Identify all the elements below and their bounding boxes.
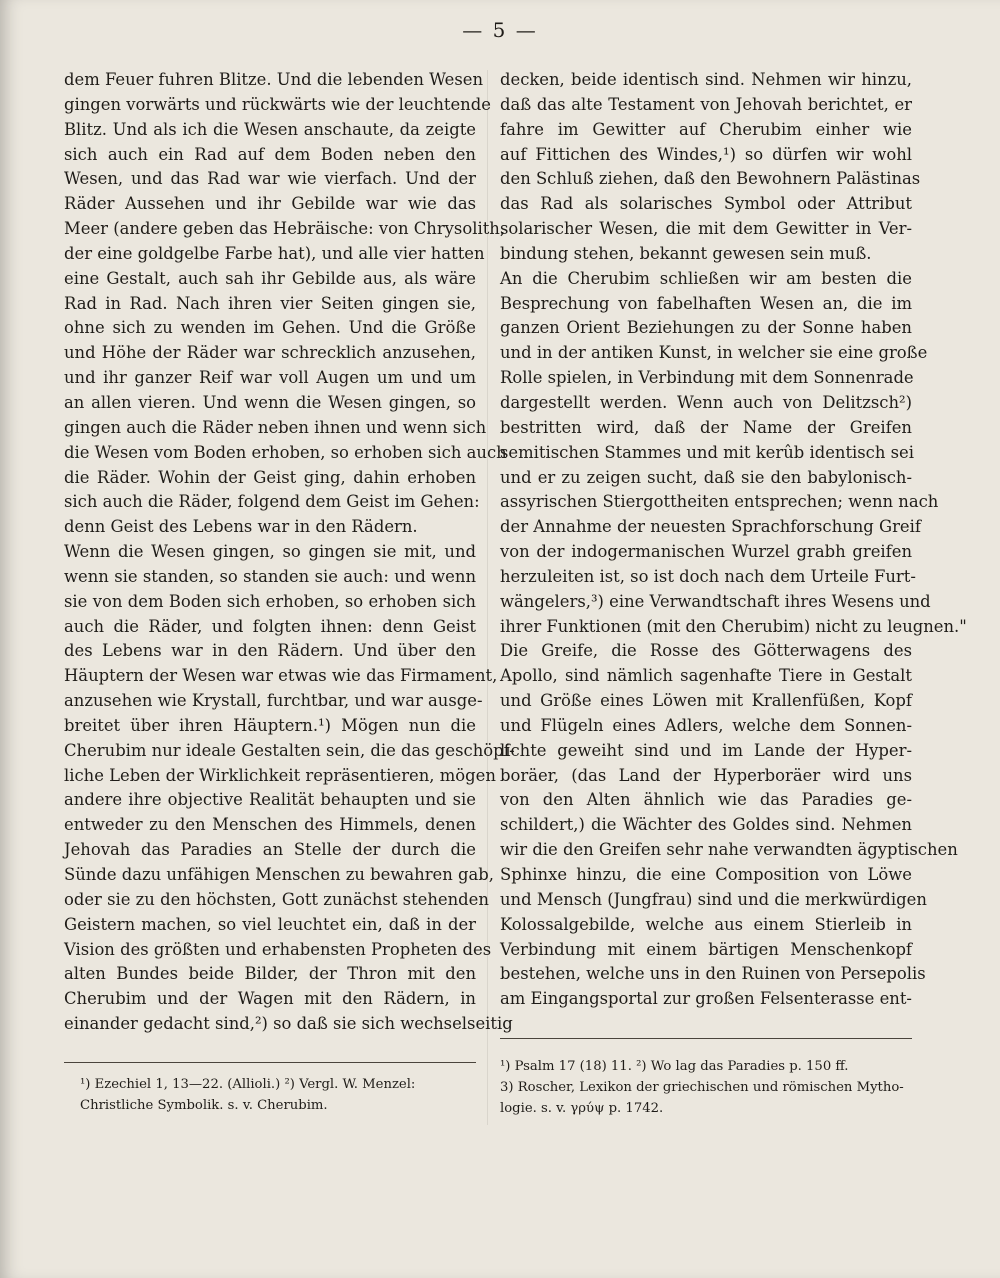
text-line: Apollo, sind nämlich sagenhafte Tiere in Gestalt [500,666,912,686]
text-line: oder sie zu den höchsten, Gott zunächst stehenden [64,889,489,909]
footnote-line: Christliche Symbolik. s. v. Cherubim. [80,1098,328,1113]
text-line: alten Bundes beide Bilder, der Thron mit den [64,964,476,984]
text-line: sie von dem Boden sich erhoben, so erhoben sich [64,591,476,611]
text-line: semitischen Stammes und mit kerûb identisch sei [500,442,914,462]
right-footnote-rule [500,1038,912,1039]
text-line: Meer (andere geben das Hebräische: von Chrysolith, [64,219,506,239]
text-line: lichte geweiht sind und im Lande der Hyper- [500,740,912,760]
footnote-line: ¹) Psalm 17 (18) 11. ²) Wo lag das Paradies p. 150 ff. [500,1059,849,1074]
text-line: Rolle spielen, in Verbindung mit dem Sonnenrade [500,368,914,388]
text-line: schildert,) die Wächter des Goldes sind. Nehmen [500,815,912,835]
text-line: dem Feuer fuhren Blitze. Und die lebenden Wesen [64,70,484,89]
text-line: den Schluß ziehen, daß den Bewohnern Palästinas [500,169,921,189]
text-line: auf Fittichen des Windes,¹) so dürfen wir wohl [500,144,912,164]
text-line: Besprechung von fabelhaften Wesen an, die im [500,293,912,313]
text-line: von den Alten ähnlich wie das Paradies ge- [500,790,912,810]
text-line: Wesen, und das Rad war wie vierfach. Und der [64,169,476,189]
text-line: Die Greife, die Rosse des Götterwagens des [500,641,912,661]
text-line: und Höhe der Räder war schrecklich anzusehen, [64,343,476,363]
text-line: wir die den Greifen sehr nahe verwandten ägyptischen [500,840,958,860]
text-line: solarischer Wesen, die mit dem Gewitter in Ver- [500,219,912,239]
text-line: des Lebens war in den Rädern. Und über den [64,641,476,661]
text-line: ihrer Funktionen (mit den Cherubim) nicht zu leugnen." [500,616,967,636]
text-line: An die Cherubim schließen wir am besten die [500,268,912,288]
text-line: assyrischen Stiergottheiten entsprechen; wenn nach [500,492,939,512]
text-line: das Rad als solarisches Symbol oder Attribut [500,194,912,214]
text-line: Räder Aussehen und ihr Gebilde war wie das [64,194,476,214]
text-line: Rad in Rad. Nach ihren vier Seiten gingen sie, [64,293,476,313]
text-line: Wenn die Wesen gingen, so gingen sie mit, und [64,542,476,562]
text-line: boräer, (das Land der Hyperboräer wird uns [500,765,912,785]
right-text-column [500,68,967,1012]
right-footnotes [500,1056,912,1119]
text-line: herzuleiten ist, so ist doch nach dem Urteile Furt- [500,566,916,586]
text-line: fahre im Gewitter auf Cherubim einher wie [500,119,912,139]
text-line: und in der antiken Kunst, in welcher sie eine große [500,343,928,363]
text-line: gingen auch die Räder neben ihnen und wenn sich [64,417,487,437]
footnote-line: logie. s. v. γρύψ p. 1742. [500,1101,664,1116]
text-line: der eine goldgelbe Farbe hat), und alle vier hatten [64,243,485,263]
text-line: gingen vorwärts und rückwärts wie der leuchtende [64,94,491,114]
text-line: liche Leben der Wirklichkeit repräsentieren, mögen [64,765,496,785]
text-line: denn Geist des Lebens war in den Rädern. [64,517,418,537]
text-line: anzusehen wie Krystall, furchtbar, und war ausge- [64,691,483,711]
text-line: Cherubim und der Wagen mit den Rädern, in [64,989,476,1009]
text-line: Häuptern der Wesen war etwas wie das Firmament, [64,666,498,686]
text-line: ganzen Orient Beziehungen zu der Sonne haben [500,318,912,338]
text-line: an allen vieren. Und wenn die Wesen gingen, so [64,392,476,412]
text-line: andere ihre objective Realität behaupten und sie [64,790,476,810]
text-line: und er zu zeigen sucht, daß sie den babylonisch- [500,467,912,487]
text-line: und Mensch (Jungfrau) sind und die merkwürdigen [500,889,927,909]
text-line: Sphinxe hinzu, die eine Composition von Löwe [500,865,912,884]
page-number: — 5 — [462,18,538,42]
text-line: sich auch ein Rad auf dem Boden neben den [64,144,476,164]
text-line: die Wesen vom Boden erhoben, so erhoben sich auch [64,442,507,462]
text-line: dargestellt werden. Wenn auch von Delitzsch²) [500,392,912,412]
text-line: Vision des größten und erhabensten Propheten des [64,939,492,959]
text-line: Blitz. Und als ich die Wesen anschaute, da zeigte [64,119,476,139]
text-line: und Flügeln eines Adlers, welche dem Sonnen- [500,715,912,735]
text-line: wenn sie standen, so standen sie auch: und wenn [64,566,476,586]
text-line: Sünde dazu unfähigen Menschen zu bewahren gab, [64,865,494,884]
footnote-line: 3) Roscher, Lexikon der griechischen und römischen Mytho- [500,1080,904,1095]
text-line: bindung stehen, bekannt gewesen sein muß. [500,243,872,263]
text-line: Cherubim nur ideale Gestalten sein, die das geschöpf- [64,740,515,760]
text-line: von der indogermanischen Wurzel grabh greifen [500,542,912,562]
text-line: wängelers,³) eine Verwandtschaft ihres Wesens und [500,591,931,611]
text-line: Kolossalgebilde, welche aus einem Stierleib in [500,914,912,934]
footnote-line: ¹) Ezechiel 1, 13—22. (Allioli.) ²) Vergl. W. Menzel: [80,1077,416,1092]
text-line: einander gedacht sind,²) so daß sie sich wechselseitig [64,1014,513,1034]
text-line: Jehovah das Paradies an Stelle der durch die [64,840,476,860]
text-line: eine Gestalt, auch sah ihr Gebilde aus, als wäre [64,268,476,288]
left-text-column [64,68,515,1037]
text-line: der Annahme der neuesten Sprachforschung Greif [500,517,921,537]
text-line: breitet über ihren Häuptern.¹) Mögen nun die [64,715,476,735]
text-line: die Räder. Wohin der Geist ging, dahin erhoben [64,467,476,487]
text-line: daß das alte Testament von Jehovah berichtet, er [500,94,912,114]
text-line: ohne sich zu wenden im Gehen. Und die Größe [64,318,476,338]
text-line: decken, beide identisch sind. Nehmen wir hinzu, [500,70,912,89]
text-line: Geistern machen, so viel leuchtet ein, daß in der [64,914,476,934]
text-line: Verbindung mit einem bärtigen Menschenkopf [500,939,912,959]
left-footnotes [80,1074,476,1116]
text-line: entweder zu den Menschen des Himmels, denen [64,815,476,835]
text-line: und ihr ganzer Reif war voll Augen um und um [64,368,476,388]
text-line: und Größe eines Löwen mit Krallenfüßen, Kopf [500,691,912,711]
text-line: am Eingangsportal zur großen Felsenterasse ent- [500,989,912,1009]
left-footnote-rule [64,1062,476,1063]
text-line: bestehen, welche uns in den Ruinen von Persepolis [500,964,926,984]
text-line: bestritten wird, daß der Name der Greifen [500,417,912,437]
text-line: sich auch die Räder, folgend dem Geist im Gehen: [64,492,480,512]
text-line: auch die Räder, und folgten ihnen: denn Geist [64,616,476,636]
